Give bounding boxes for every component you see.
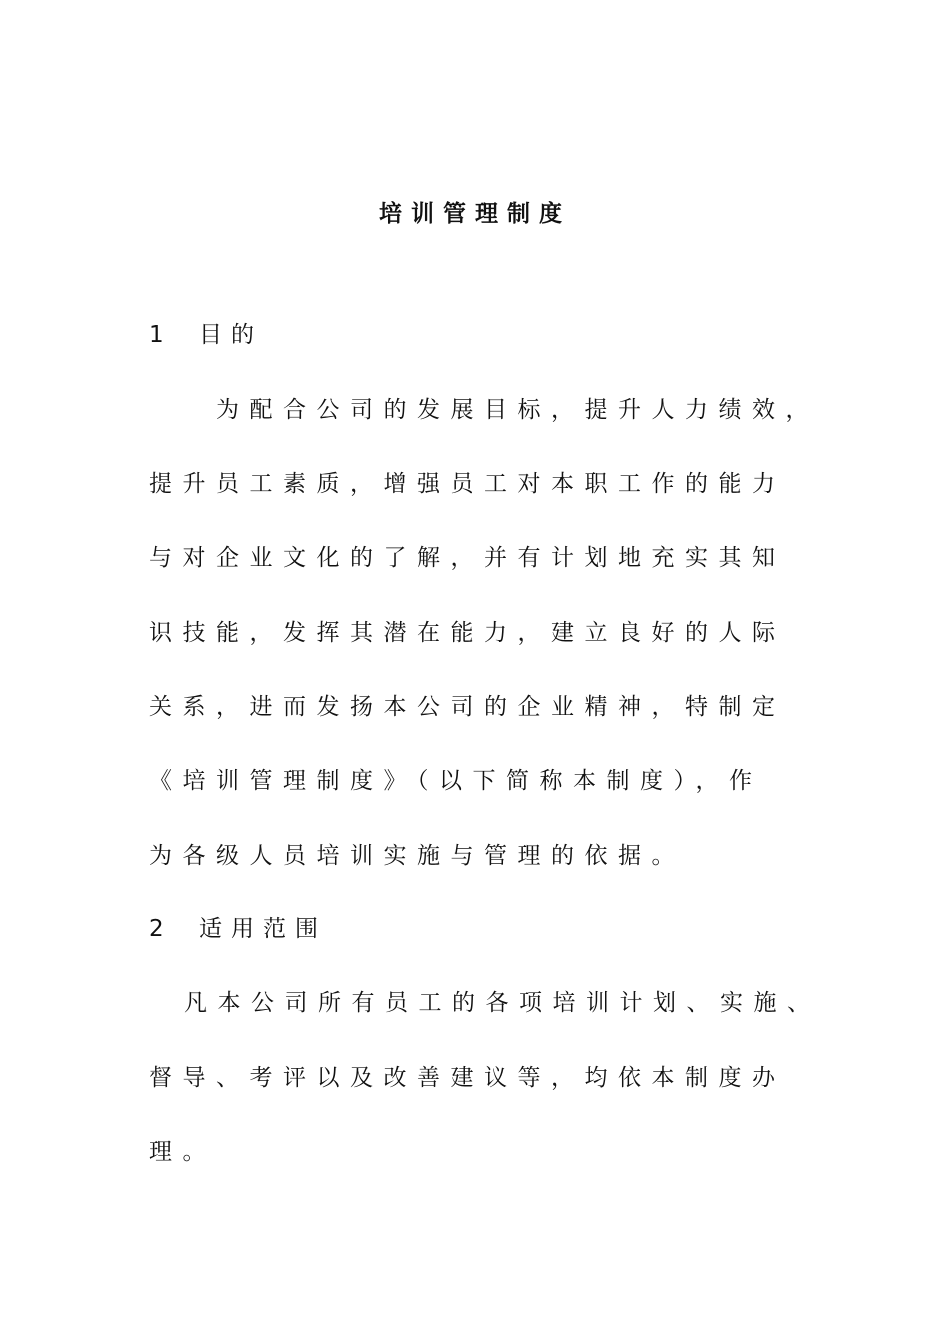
document-title: 培训管理制度	[379, 201, 571, 227]
section-number: 1	[149, 322, 164, 348]
paragraph-line: 提升员工素质，增强员工对本职工作的能力	[149, 471, 786, 497]
section-heading-purpose	[149, 318, 263, 352]
paragraph-line: 关系，进而发扬本公司的企业精神，特制定	[149, 694, 786, 720]
paragraph-line: 为配合公司的发展目标，提升人力绩效，	[216, 397, 819, 423]
section-number: 2	[149, 916, 164, 942]
paragraph-line: 凡本公司所有员工的各项培训计划、实施、	[184, 990, 821, 1016]
paragraph-line: 与对企业文化的了解，并有计划地充实其知	[149, 545, 786, 571]
paragraph-line: 《培训管理制度》（以下简称本制度），作	[149, 768, 763, 794]
section-title: 目的	[199, 322, 263, 348]
paragraph-line: 督导、考评以及改善建议等，均依本制度办	[149, 1065, 786, 1091]
paragraph-line: 为各级人员培训实施与管理的依据。	[149, 843, 685, 869]
paragraph-line: 识技能，发挥其潜在能力，建立良好的人际	[149, 620, 786, 646]
paragraph-line: 理。	[149, 1139, 216, 1165]
section-title: 适用范围	[199, 916, 327, 942]
section-heading-scope	[149, 912, 327, 946]
